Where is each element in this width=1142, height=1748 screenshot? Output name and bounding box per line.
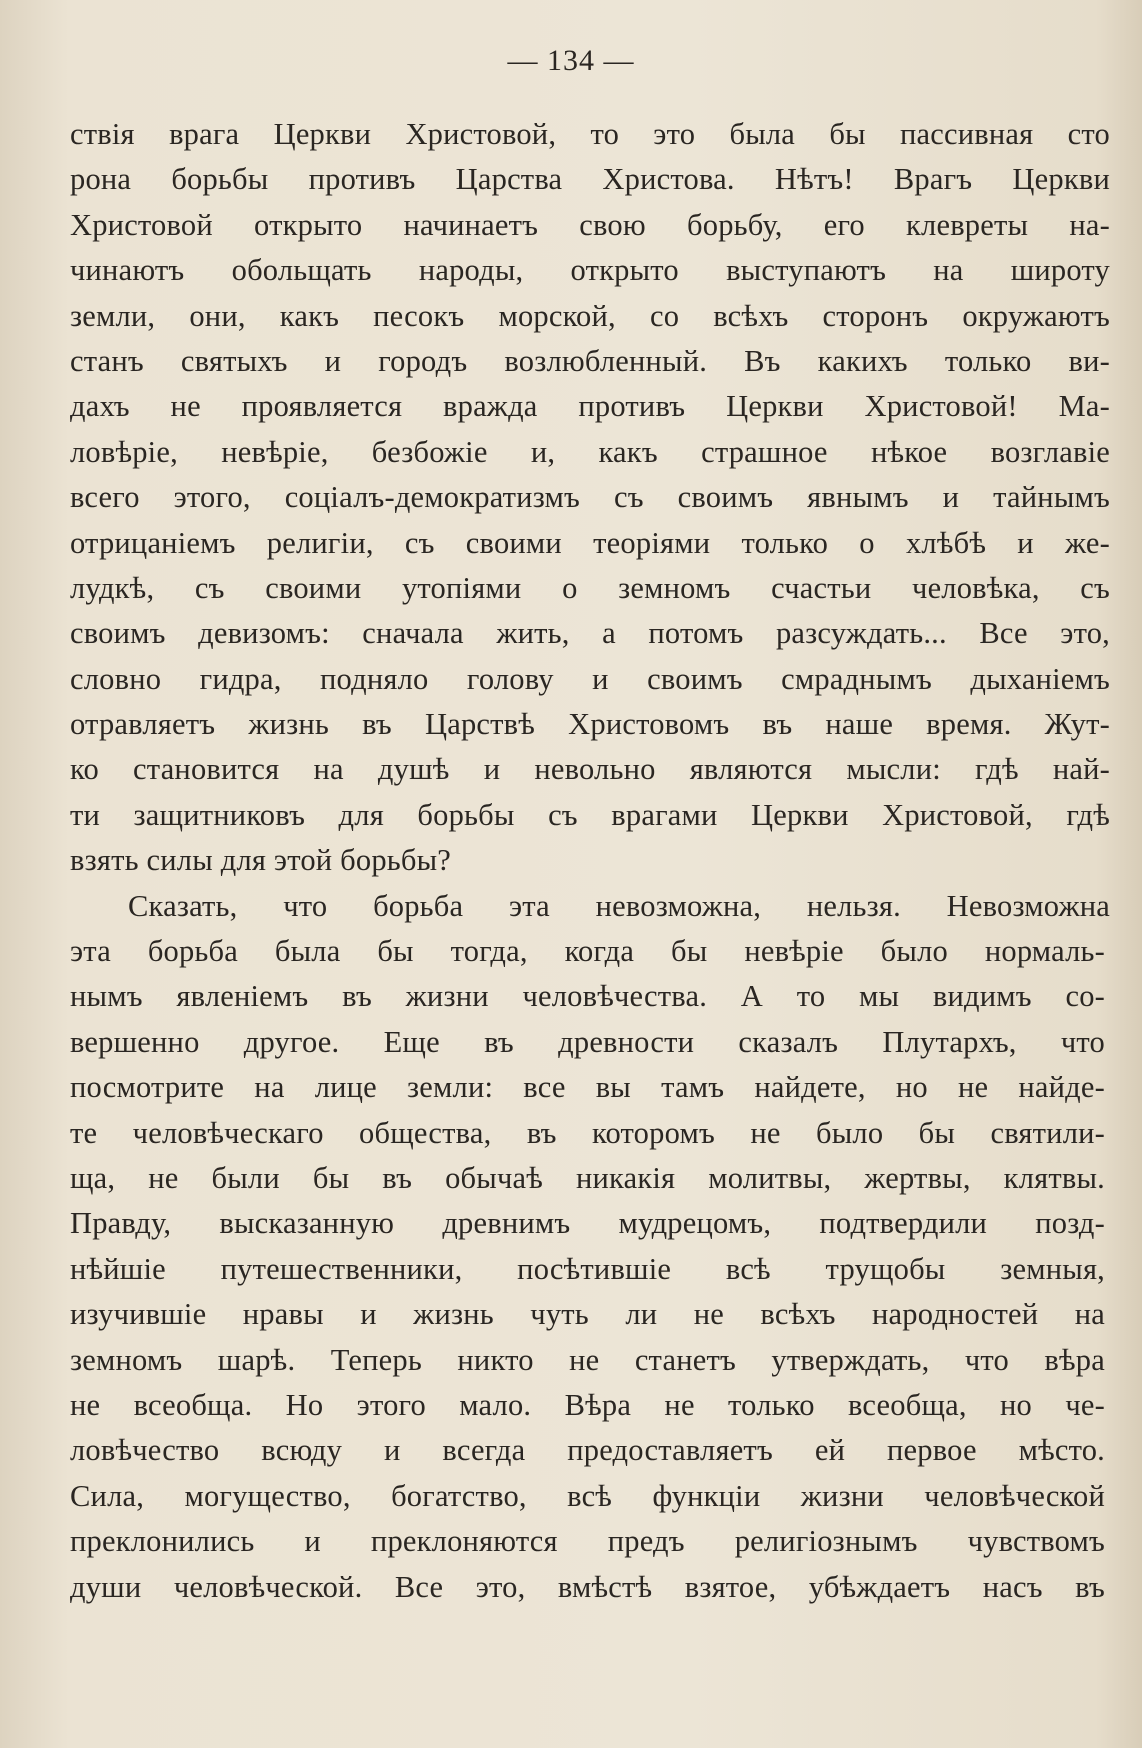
- text-line: Правду, высказанную древнимъ мудрецомъ, подтвердили позд-: [70, 1206, 1105, 1241]
- text-line: ти защитниковъ для борьбы съ врагами Церкви Христовой, гдѣ: [70, 797, 1110, 832]
- text-line: вершенно другое. Еще въ древности сказалъ Плутархъ, что: [70, 1024, 1105, 1059]
- text-line: ловѣчество всюду и всегда предоставляетъ ей первое мѣсто.: [70, 1433, 1105, 1468]
- page-number: — 134 —: [507, 44, 635, 77]
- text-line: Христовой открыто начинаетъ свою борьбу, его клевреты на-: [70, 207, 1110, 242]
- text-line: всего этого, соціалъ-демократизмъ съ своимъ явнымъ и тайнымъ: [70, 480, 1110, 515]
- text-line: взять силы для этой борьбы?: [70, 843, 452, 878]
- text-line: земномъ шарѣ. Теперь никто не станетъ утверждать, что вѣра: [70, 1342, 1105, 1377]
- paragraph-1: [70, 112, 1122, 884]
- text-line: лудкѣ, съ своими утопіями о земномъ счастьи человѣка, съ: [70, 570, 1110, 605]
- text-line: ко становится на душѣ и невольно являются мысли: гдѣ най-: [70, 752, 1110, 787]
- text-line: не всеобща. Но этого мало. Вѣра не только всеобща, но че-: [70, 1387, 1105, 1422]
- text-line: ща, не были бы въ обычаѣ никакія молитвы, жертвы, клятвы.: [70, 1160, 1105, 1195]
- body-text: [70, 112, 1122, 1610]
- text-line: ствія врага Церкви Христовой, то это была бы пассивная сто: [70, 117, 1110, 151]
- text-line: преклонились и преклоняются предъ религіознымъ чувствомъ: [70, 1524, 1105, 1559]
- text-line: души человѣческой. Все это, вмѣстѣ взятое, убѣждаетъ насъ въ: [70, 1569, 1105, 1604]
- text-line: чинаютъ обольщать народы, открыто выступаютъ на широту: [70, 253, 1110, 288]
- text-line: отрицаніемъ религіи, съ своими теоріями только о хлѣбѣ и же-: [70, 525, 1110, 560]
- text-line: посмотрите на лице земли: все вы тамъ найдете, но не найде-: [70, 1070, 1105, 1105]
- paragraph-2: [70, 884, 1122, 1610]
- text-line: станъ святыхъ и городъ возлюбленный. Въ какихъ только ви-: [70, 343, 1110, 378]
- text-line: дахъ не проявляется вражда противъ Церкви Христовой! Ма-: [70, 389, 1110, 424]
- text-line: Сила, могущество, богатство, всѣ функціи жизни человѣческой: [70, 1478, 1105, 1513]
- text-line: отравляетъ жизнь въ Царствѣ Христовомъ въ наше время. Жут-: [70, 707, 1110, 742]
- text-line: ловѣріе, невѣріе, безбожіе и, какъ страшное нѣкое возглавіе: [70, 434, 1110, 469]
- text-line: те человѣческаго общества, въ которомъ не было бы святили-: [70, 1115, 1105, 1150]
- text-line: своимъ девизомъ: сначала жить, а потомъ разсуждать... Все это,: [70, 616, 1110, 651]
- text-line: словно гидра, подняло голову и своимъ смраднымъ дыханіемъ: [70, 661, 1110, 696]
- text-line: изучившіе нравы и жизнь чуть ли не всѣхъ народностей на: [70, 1297, 1105, 1332]
- text-line: эта борьба была бы тогда, когда бы невѣріе было нормаль-: [70, 934, 1105, 969]
- text-line: Сказать, что борьба эта невозможна, нельзя. Невозможна: [128, 888, 1110, 923]
- text-line: нѣйшіе путешественники, посѣтившіе всѣ трущобы земныя,: [70, 1251, 1105, 1286]
- text-line: рона борьбы противъ Царства Христова. Нѣтъ! Врагъ Церкви: [70, 162, 1110, 197]
- text-line: земли, они, какъ песокъ морской, со всѣхъ сторонъ окружаютъ: [70, 298, 1110, 333]
- text-line: нымъ явленіемъ въ жизни человѣчества. А то мы видимъ со-: [70, 979, 1105, 1014]
